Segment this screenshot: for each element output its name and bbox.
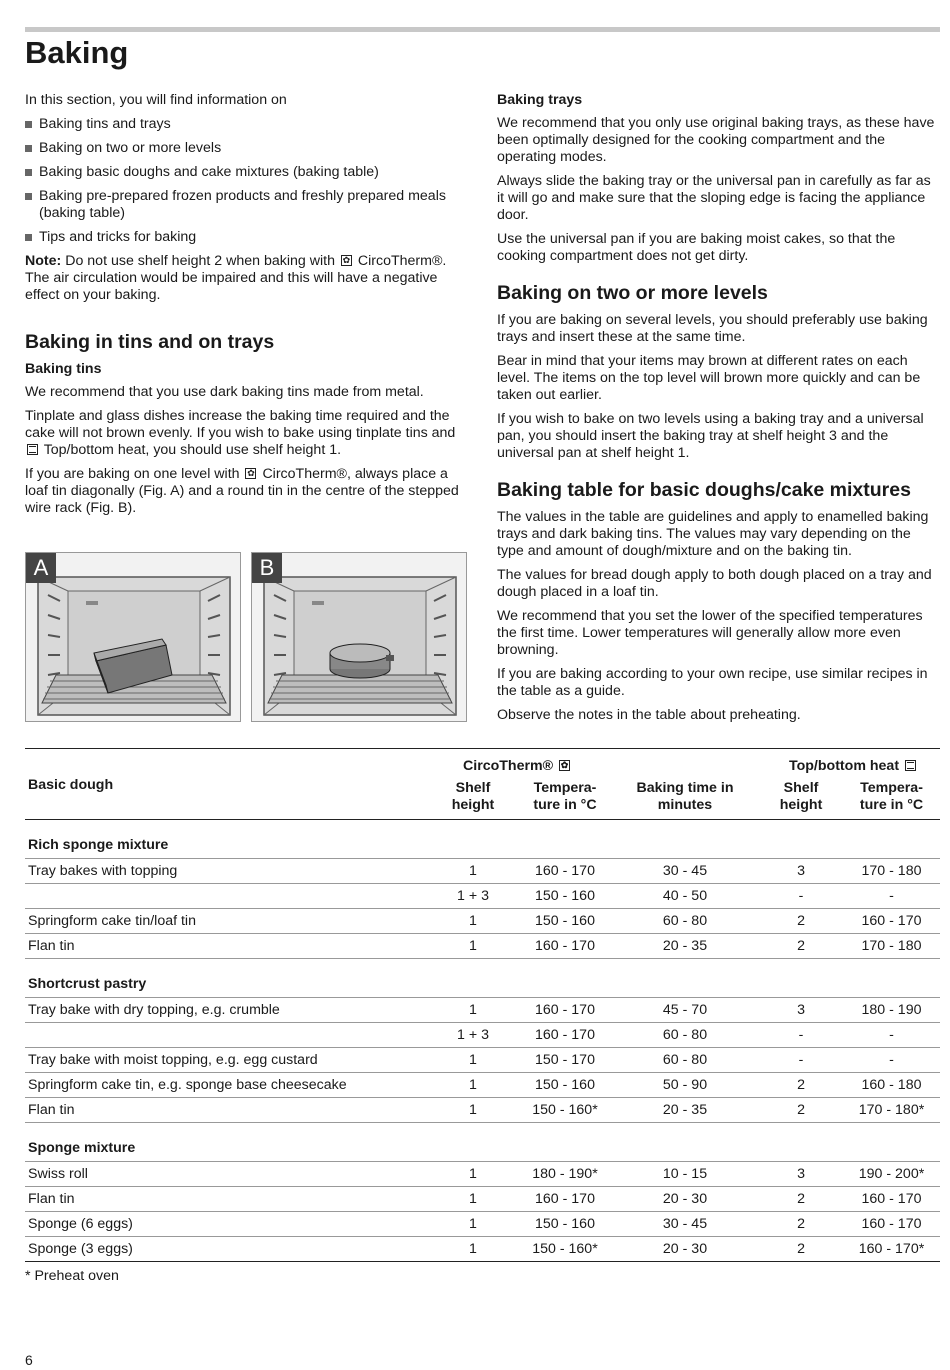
note-text-after: CircoTherm®. The air circulation would be impaired and this will have a negative effect on your baking. bbox=[25, 253, 447, 303]
cell-shelf: 1 bbox=[427, 909, 519, 934]
circotherm-label: CircoTherm® bbox=[463, 758, 554, 774]
cell-shelf: 1 bbox=[427, 1187, 519, 1212]
cell-temp-2: 160 - 170 bbox=[843, 1187, 940, 1212]
cell-item: Tray bakes with topping bbox=[25, 859, 427, 884]
cell-shelf: 1 bbox=[427, 1162, 519, 1187]
table-intro-paragraph-1: The values in the table are guidelines and apply to enamelled baking trays and dark baking tins. The values may vary depending on the type and amount of dough/mixture and on the baking tin. bbox=[497, 509, 929, 559]
cell-temp: 150 - 170 bbox=[519, 1048, 611, 1073]
table-row bbox=[25, 859, 940, 884]
table-row bbox=[25, 1098, 940, 1123]
tins-p2-before: Tinplate and glass dishes increase the baking time required and the cake will not brown evenly. If you wish to bake using tinplate tins and bbox=[25, 408, 456, 441]
trays-paragraph-3: Use the universal pan if you are baking moist cakes, so that the cooking compartment does not get dirty. bbox=[497, 231, 896, 264]
circotherm-group-header bbox=[427, 749, 759, 776]
cell-item bbox=[25, 1023, 427, 1048]
note-paragraph bbox=[25, 253, 470, 304]
cell-shelf-2: 2 bbox=[759, 1073, 843, 1098]
tins-paragraph-2 bbox=[25, 408, 470, 459]
cell-shelf-2: 2 bbox=[759, 1187, 843, 1212]
levels-paragraph-3: If you wish to bake on two levels using a baking tray and a universal pan, you should insert the baking tray at shelf height 3 and the universal pan at shelf height 1. bbox=[497, 411, 924, 461]
figure-label-a: A bbox=[26, 553, 56, 583]
group-name: Shortcrust pastry bbox=[25, 959, 940, 998]
section-heading-levels: Baking on two or more levels bbox=[497, 282, 768, 304]
table-group-header-row bbox=[25, 749, 940, 776]
tins-p3-before: If you are baking on one level with bbox=[25, 466, 240, 482]
levels-paragraph-1: If you are baking on several levels, you should preferably use baking trays and insert these at the same time. bbox=[497, 312, 928, 345]
subheading-baking-tins: Baking tins bbox=[25, 361, 102, 377]
oven-figures bbox=[25, 552, 468, 722]
cell-shelf: 1 bbox=[427, 1048, 519, 1073]
figure-b-round-tin bbox=[251, 552, 467, 722]
table-footnote: * Preheat oven bbox=[25, 1268, 119, 1284]
note-text-before: Do not use shelf height 2 when baking with bbox=[65, 253, 335, 269]
cell-time: 20 - 30 bbox=[611, 1237, 759, 1262]
cell-temp: 180 - 190* bbox=[519, 1162, 611, 1187]
col-header-temperature-2: Tempera-ture in °C bbox=[843, 775, 940, 820]
page-title: Baking bbox=[25, 35, 129, 70]
tins-p3-after: CircoTherm®, always place a loaf tin diagonally (Fig. A) and a round tin in the centre of the stepped wire rack (Fig. B). bbox=[25, 466, 459, 516]
circotherm-fan-icon bbox=[341, 255, 352, 266]
cell-time: 50 - 90 bbox=[611, 1073, 759, 1098]
cell-temp-2: - bbox=[843, 884, 940, 909]
cell-temp-2: 160 - 170 bbox=[843, 1212, 940, 1237]
cell-item: Tray bake with dry topping, e.g. crumble bbox=[25, 998, 427, 1023]
cell-item: Sponge (6 eggs) bbox=[25, 1212, 427, 1237]
cell-item: Flan tin bbox=[25, 1187, 427, 1212]
cell-shelf-2: - bbox=[759, 1023, 843, 1048]
bullet-item: Baking on two or more levels bbox=[25, 140, 470, 157]
col-header-shelf-height-2: Shelf height bbox=[759, 775, 843, 820]
cell-temp: 150 - 160 bbox=[519, 884, 611, 909]
cell-time: 20 - 35 bbox=[611, 1098, 759, 1123]
cell-item: Swiss roll bbox=[25, 1162, 427, 1187]
cell-temp: 160 - 170 bbox=[519, 859, 611, 884]
right-column bbox=[497, 92, 940, 731]
section-heading-tins: Baking in tins and on trays bbox=[25, 331, 275, 353]
cell-temp-2: 180 - 190 bbox=[843, 998, 940, 1023]
table-intro-paragraph-4: If you are baking according to your own recipe, use similar recipes in the table as a guide. bbox=[497, 666, 928, 699]
baking-table-grid bbox=[25, 748, 940, 1262]
cell-time: 10 - 15 bbox=[611, 1162, 759, 1187]
tins-paragraph-1: We recommend that you use dark baking tins made from metal. bbox=[25, 384, 424, 400]
table-intro-paragraph-3: We recommend that you set the lower of the specified temperatures the first time. Lower temperatures will generally allow more even browning. bbox=[497, 608, 923, 658]
top-bottom-heat-label: Top/bottom heat bbox=[788, 758, 900, 774]
top-bottom-heat-icon bbox=[27, 444, 38, 455]
cell-time: 60 - 80 bbox=[611, 909, 759, 934]
cell-item: Flan tin bbox=[25, 934, 427, 959]
table-row bbox=[25, 1212, 940, 1237]
cell-time: 60 - 80 bbox=[611, 1048, 759, 1073]
cell-temp-2: 160 - 180 bbox=[843, 1073, 940, 1098]
table-row bbox=[25, 1073, 940, 1098]
cell-temp-2: - bbox=[843, 1023, 940, 1048]
cell-temp-2: 170 - 180 bbox=[843, 859, 940, 884]
table-row bbox=[25, 1162, 940, 1187]
cell-shelf: 1 bbox=[427, 1212, 519, 1237]
cell-time: 30 - 45 bbox=[611, 859, 759, 884]
top-bottom-heat-group-header bbox=[759, 749, 940, 776]
cell-temp: 150 - 160 bbox=[519, 909, 611, 934]
cell-shelf-2: 2 bbox=[759, 1237, 843, 1262]
table-row bbox=[25, 998, 940, 1023]
cell-temp: 150 - 160* bbox=[519, 1098, 611, 1123]
cell-time: 40 - 50 bbox=[611, 884, 759, 909]
cell-shelf: 1 bbox=[427, 1073, 519, 1098]
bullet-item: Baking basic doughs and cake mixtures (baking table) bbox=[25, 164, 470, 181]
cell-shelf: 1 bbox=[427, 1098, 519, 1123]
col-header-shelf-height: Shelf height bbox=[427, 775, 519, 820]
cell-temp: 150 - 160* bbox=[519, 1237, 611, 1262]
intro-text: In this section, you will find information on bbox=[25, 92, 287, 108]
figure-label-b: B bbox=[252, 553, 282, 583]
bullet-item: Baking pre-prepared frozen products and freshly prepared meals (baking table) bbox=[25, 188, 470, 222]
group-name: Sponge mixture bbox=[25, 1123, 940, 1162]
page-number: 6 bbox=[25, 1352, 33, 1368]
cell-temp: 160 - 170 bbox=[519, 998, 611, 1023]
cell-item: Tray bake with moist topping, e.g. egg custard bbox=[25, 1048, 427, 1073]
table-row bbox=[25, 1237, 940, 1262]
cell-shelf: 1 bbox=[427, 1237, 519, 1262]
oven-round-tin-illustration bbox=[252, 553, 467, 722]
table-row bbox=[25, 1048, 940, 1073]
table-row bbox=[25, 934, 940, 959]
group-name: Rich sponge mixture bbox=[25, 820, 940, 859]
cell-item: Springform cake tin/loaf tin bbox=[25, 909, 427, 934]
cell-shelf-2: 2 bbox=[759, 909, 843, 934]
cell-shelf-2: - bbox=[759, 1048, 843, 1073]
cell-shelf-2: 3 bbox=[759, 998, 843, 1023]
cell-shelf-2: 3 bbox=[759, 1162, 843, 1187]
cell-temp: 150 - 160 bbox=[519, 1073, 611, 1098]
table-group-row bbox=[25, 959, 940, 998]
intro-bullet-list bbox=[25, 116, 470, 246]
cell-item: Flan tin bbox=[25, 1098, 427, 1123]
table-row bbox=[25, 1187, 940, 1212]
empty-cell bbox=[25, 749, 427, 776]
cell-temp-2: 160 - 170 bbox=[843, 909, 940, 934]
table-row bbox=[25, 909, 940, 934]
cell-shelf: 1 + 3 bbox=[427, 884, 519, 909]
oven-loaf-tin-illustration bbox=[26, 553, 241, 722]
cell-temp: 150 - 160 bbox=[519, 1212, 611, 1237]
baking-table bbox=[25, 748, 940, 1285]
cell-temp-2: 170 - 180 bbox=[843, 934, 940, 959]
cell-temp-2: 160 - 170* bbox=[843, 1237, 940, 1262]
cell-item: Sponge (3 eggs) bbox=[25, 1237, 427, 1262]
col-header-basic-dough: Basic dough bbox=[25, 775, 427, 820]
cell-temp-2: 190 - 200* bbox=[843, 1162, 940, 1187]
cell-temp: 160 - 170 bbox=[519, 934, 611, 959]
left-column bbox=[25, 92, 470, 524]
cell-time: 60 - 80 bbox=[611, 1023, 759, 1048]
table-intro-paragraph-2: The values for bread dough apply to both dough placed on a tray and dough placed in a loaf tin. bbox=[497, 567, 932, 600]
trays-paragraph-1: We recommend that you only use original baking trays, as these have been optimally designed for the cooking compartment and the operating modes. bbox=[497, 115, 935, 165]
bullet-item: Baking tins and trays bbox=[25, 116, 470, 133]
cell-time: 30 - 45 bbox=[611, 1212, 759, 1237]
cell-shelf: 1 bbox=[427, 998, 519, 1023]
table-column-header-row bbox=[25, 775, 940, 820]
cell-shelf-2: 3 bbox=[759, 859, 843, 884]
cell-temp: 160 - 170 bbox=[519, 1023, 611, 1048]
table-group-row bbox=[25, 1123, 940, 1162]
top-bottom-heat-icon bbox=[905, 760, 916, 771]
table-intro-paragraph-5: Observe the notes in the table about preheating. bbox=[497, 707, 801, 723]
cell-shelf: 1 + 3 bbox=[427, 1023, 519, 1048]
cell-shelf: 1 bbox=[427, 934, 519, 959]
cell-time: 20 - 30 bbox=[611, 1187, 759, 1212]
col-header-temperature: Tempera-ture in °C bbox=[519, 775, 611, 820]
circotherm-fan-icon bbox=[245, 468, 256, 479]
section-heading-basic-table: Baking table for basic doughs/cake mixtures bbox=[497, 479, 911, 501]
cell-temp-2: 170 - 180* bbox=[843, 1098, 940, 1123]
tins-paragraph-3 bbox=[25, 466, 470, 517]
cell-time: 45 - 70 bbox=[611, 998, 759, 1023]
figure-a-loaf-tin bbox=[25, 552, 241, 722]
cell-time: 20 - 35 bbox=[611, 934, 759, 959]
cell-item: Springform cake tin, e.g. sponge base cheesecake bbox=[25, 1073, 427, 1098]
circotherm-fan-icon bbox=[559, 760, 570, 771]
tins-p2-after: Top/bottom heat, you should use shelf height 1. bbox=[43, 442, 342, 458]
table-row bbox=[25, 884, 940, 909]
cell-shelf-2: 2 bbox=[759, 934, 843, 959]
table-group-row bbox=[25, 820, 940, 859]
subheading-baking-trays: Baking trays bbox=[497, 92, 583, 108]
levels-paragraph-2: Bear in mind that your items may brown at different rates on each level. The items on the top level will brown more quickly and can be taken out earlier. bbox=[497, 353, 921, 403]
header-rule bbox=[25, 27, 940, 32]
cell-shelf-2: - bbox=[759, 884, 843, 909]
col-header-baking-time: Baking time in minutes bbox=[611, 775, 759, 820]
cell-shelf: 1 bbox=[427, 859, 519, 884]
table-body bbox=[25, 820, 940, 1262]
cell-temp-2: - bbox=[843, 1048, 940, 1073]
cell-shelf-2: 2 bbox=[759, 1098, 843, 1123]
bullet-item: Tips and tricks for baking bbox=[25, 229, 470, 246]
table-row bbox=[25, 1023, 940, 1048]
trays-paragraph-2: Always slide the baking tray or the universal pan in carefully as far as it will go and make sure that the sloping edge is facing the appliance door. bbox=[497, 173, 931, 223]
note-label: Note: bbox=[25, 253, 62, 269]
cell-shelf-2: 2 bbox=[759, 1212, 843, 1237]
cell-item bbox=[25, 884, 427, 909]
cell-temp: 160 - 170 bbox=[519, 1187, 611, 1212]
